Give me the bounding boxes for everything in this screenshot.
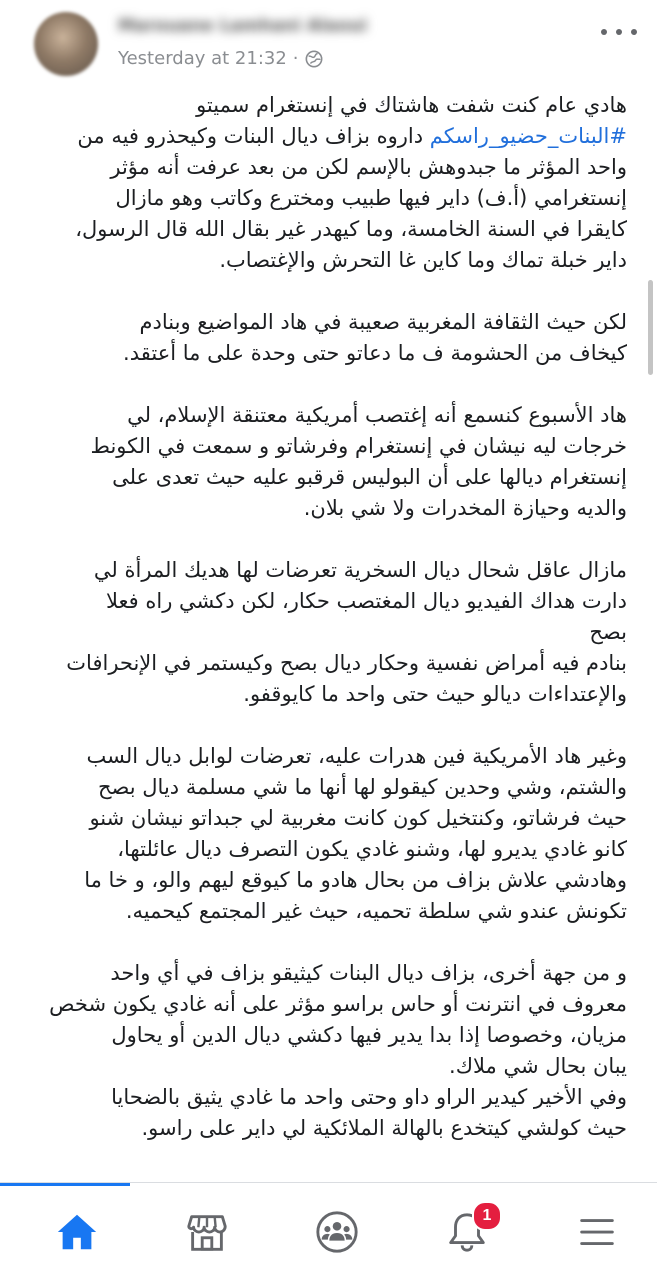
hashtag-link[interactable]: #البنات_حضيو_راسكم (429, 124, 627, 148)
post-text-line: داير خبلة تماك وما كاين غا التحرش والإغتصاب. (219, 248, 627, 272)
post-text-line: كانو غادي يديرو لها، وشنو غادي يكون التصرف ديال عائلتها، (117, 837, 627, 861)
scrollbar[interactable] (648, 280, 653, 375)
post-paragraph (30, 741, 627, 927)
globe-icon (305, 50, 323, 68)
post-text-line: لكن حيث الثقافة المغربية صعيبة في هاد المواضيع وبنادم (139, 310, 627, 334)
post-text-line: مزيان، وخصوصا إذا بدا يدير فيها دكشي ديال الدين أو يحاول (111, 1023, 627, 1047)
post-text-line: كايقرا في السنة الخامسة، وما كيهدر غير بقال الله قال الرسول، (75, 217, 627, 241)
post-text-line: كيخاف من الحشومة ف ما دعاتو حتى وحدة على ما أعتقد. (123, 341, 627, 365)
post-text-line: دارت هداك الفيديو ديال المغتصب حكار، لكن دكشي راه فعلا (106, 589, 627, 613)
tab-marketplace[interactable] (142, 1207, 272, 1257)
tab-menu[interactable] (532, 1207, 657, 1257)
avatar[interactable] (34, 12, 98, 76)
post-paragraph (30, 958, 627, 1144)
tab-notifications[interactable] (402, 1207, 532, 1257)
post-text-line: وغير هاد الأمريكية فين هدرات عليه، تعرضات لوابل ديال السب (86, 744, 627, 768)
more-dots-icon[interactable] (601, 20, 637, 44)
timestamp[interactable]: Yesterday at 21:32 (118, 48, 287, 69)
post-text-segment: داروه بزاف ديال البنات وكيحذرو فيه من (77, 124, 424, 148)
post-header (0, 0, 657, 90)
notification-badge: 1 (472, 1201, 502, 1231)
active-tab-indicator (0, 1183, 130, 1186)
post-text-line: حيث فرشاتو، وكنتخيل كون كانت مغربية لي جبداتو نيشان شنو (89, 806, 627, 830)
post-paragraph (30, 555, 627, 710)
tab-home[interactable] (12, 1207, 142, 1257)
post-text-line: إنستغرامي (أ.ف) داير فيها طبيب ومخترع وكاتب وهو مازال (115, 186, 627, 210)
post-text-line: هاد الأسبوع كنسمع أنه إغتصب أمريكية معتنقة الإسلام، لي (127, 403, 627, 427)
post-text-line: واحد المؤثر ما جبدوهش بالإسم لكن من بعد عرفت أنه مؤثر (110, 155, 627, 179)
post-paragraph (30, 90, 627, 276)
post-paragraph (30, 400, 627, 524)
post-text-line: و من جهة أخرى، بزاف ديال البنات كيثيقو بزاف في أي واحد (110, 961, 627, 985)
post-paragraph (30, 307, 627, 369)
post-text-line: خرجات ليه نيشان في إنستغرام وفرشاتو و سمعت في الكونط (90, 434, 627, 458)
marketplace-store-icon (184, 1209, 230, 1255)
post-text-line: بصح (589, 620, 627, 644)
post-text-line: إنستغرام ديالها على أن البوليس قرقبو عليه حيث تعدى على (112, 465, 627, 489)
groups-icon (314, 1209, 360, 1255)
post-text-line: والإعتداءات ديالو حيث حتى واحد ما كايوقفو. (243, 682, 627, 706)
post-text-line: مازال عاقل شحال ديال السخرية تعرضات لها هديك المرأة لي (93, 558, 627, 582)
post-text-line: بنادم فيه أمراض نفسية وحكار ديال بصح وكيستمر في الإنحرافات (66, 651, 627, 675)
post-text-line: معروف في انترنت أو حاس براسو مؤثر على أنه غادي يكون شخص (49, 992, 627, 1016)
post-text-line: هادي عام كنت شفت هاشتاك في إنستغرام سميتو (196, 93, 627, 117)
bottom-tab-bar (0, 1182, 657, 1280)
post-text-line: والديه وحيازة المخدرات ولا شي بلان. (303, 496, 627, 520)
hamburger-menu-icon (574, 1209, 620, 1255)
post-text-line: وفي الأخير كيدير الراو داو وحتى واحد ما غادي يثيق بالضحايا (111, 1085, 627, 1109)
post-text-line: والشتم، وشي وحدين كيقولو لها أنها ما شي مسلمة ديال بصح (98, 775, 627, 799)
post-text-line: يبان بحال شي ملاك. (449, 1054, 627, 1078)
author-name[interactable]: Marouane Lamhani Alaoui (118, 16, 368, 36)
post-meta (118, 48, 323, 69)
post-body (30, 90, 627, 1180)
home-icon (54, 1209, 100, 1255)
post-text-line: وهادشي علاش بزاف من بحال هادو ما كيوقع ليهم والو، و خا ما (84, 868, 627, 892)
meta-separator: · (292, 48, 299, 69)
post-text-line: حيث كولشي كيتخدع بالهالة الملائكية لي داير على راسو. (141, 1116, 627, 1140)
tab-groups[interactable] (272, 1207, 402, 1257)
post-text-line: تكونش عندو شي سلطة تحميه، حيث غير المجتمع كيحميه. (125, 899, 627, 923)
post-text-line (30, 121, 627, 152)
